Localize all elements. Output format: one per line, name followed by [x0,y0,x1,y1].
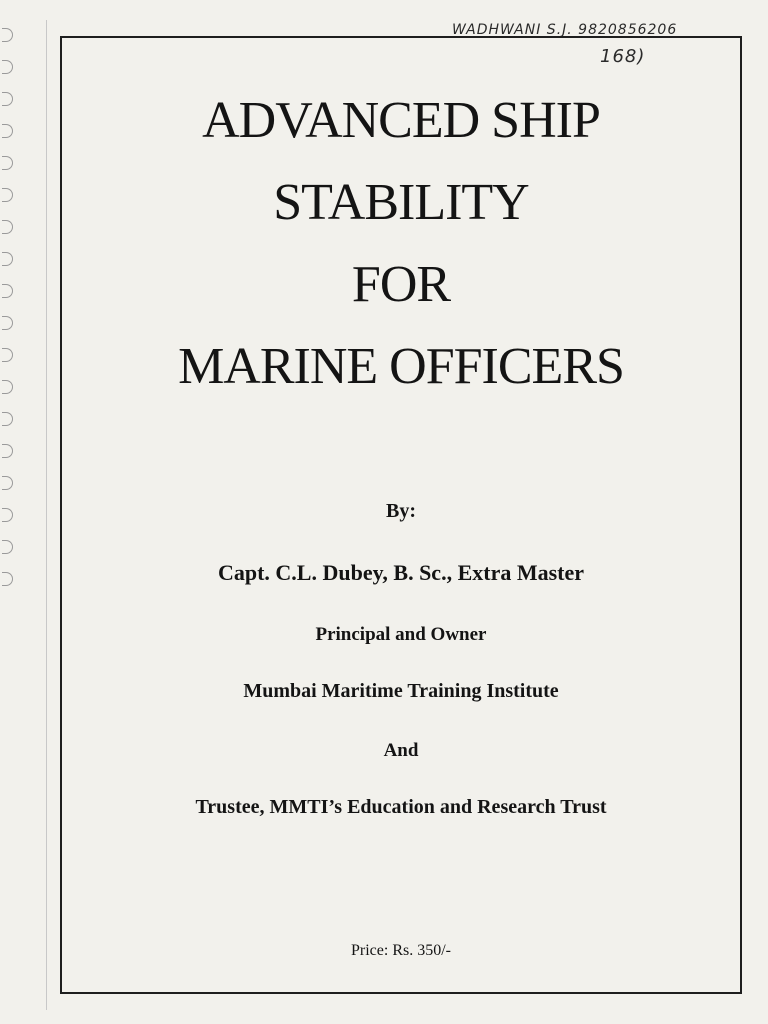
spiral-hole [2,572,13,586]
by-label: By: [386,500,416,522]
spiral-hole [2,444,13,458]
spiral-hole [2,284,13,298]
author-role: Principal and Owner [315,624,487,645]
spiral-hole [2,476,13,490]
trust-name: Trustee, MMTI’s Education and Research Trust [195,796,607,818]
handwritten-page-note: 168) [600,46,646,67]
spiral-hole [2,380,13,394]
spiral-hole [2,60,13,74]
spiral-hole [2,348,13,362]
conjunction-text: And [383,740,419,761]
price-label: Price: Rs. 350/- [351,942,451,959]
title-line-2: STABILITY [273,174,529,231]
title-line-3: FOR [351,256,451,313]
spiral-hole [2,540,13,554]
spiral-hole [2,508,13,522]
binding-edge [46,20,47,1010]
spiral-hole [2,124,13,138]
spiral-hole [2,156,13,170]
title-line-4: MARINE OFFICERS [178,338,624,395]
spiral-hole [2,28,13,42]
handwritten-owner-note: WADHWANI S.J. 9820856206 [452,22,678,38]
title-line-1: ADVANCED SHIP [202,92,600,149]
spiral-hole [2,252,13,266]
spiral-binding [0,0,26,1024]
spiral-hole [2,412,13,426]
spiral-hole [2,92,13,106]
institute-name: Mumbai Maritime Training Institute [243,680,559,702]
book-title [60,80,742,408]
author-name: Capt. C.L. Dubey, B. Sc., Extra Master [217,560,585,585]
spiral-hole [2,188,13,202]
spiral-hole [2,220,13,234]
spiral-hole [2,316,13,330]
